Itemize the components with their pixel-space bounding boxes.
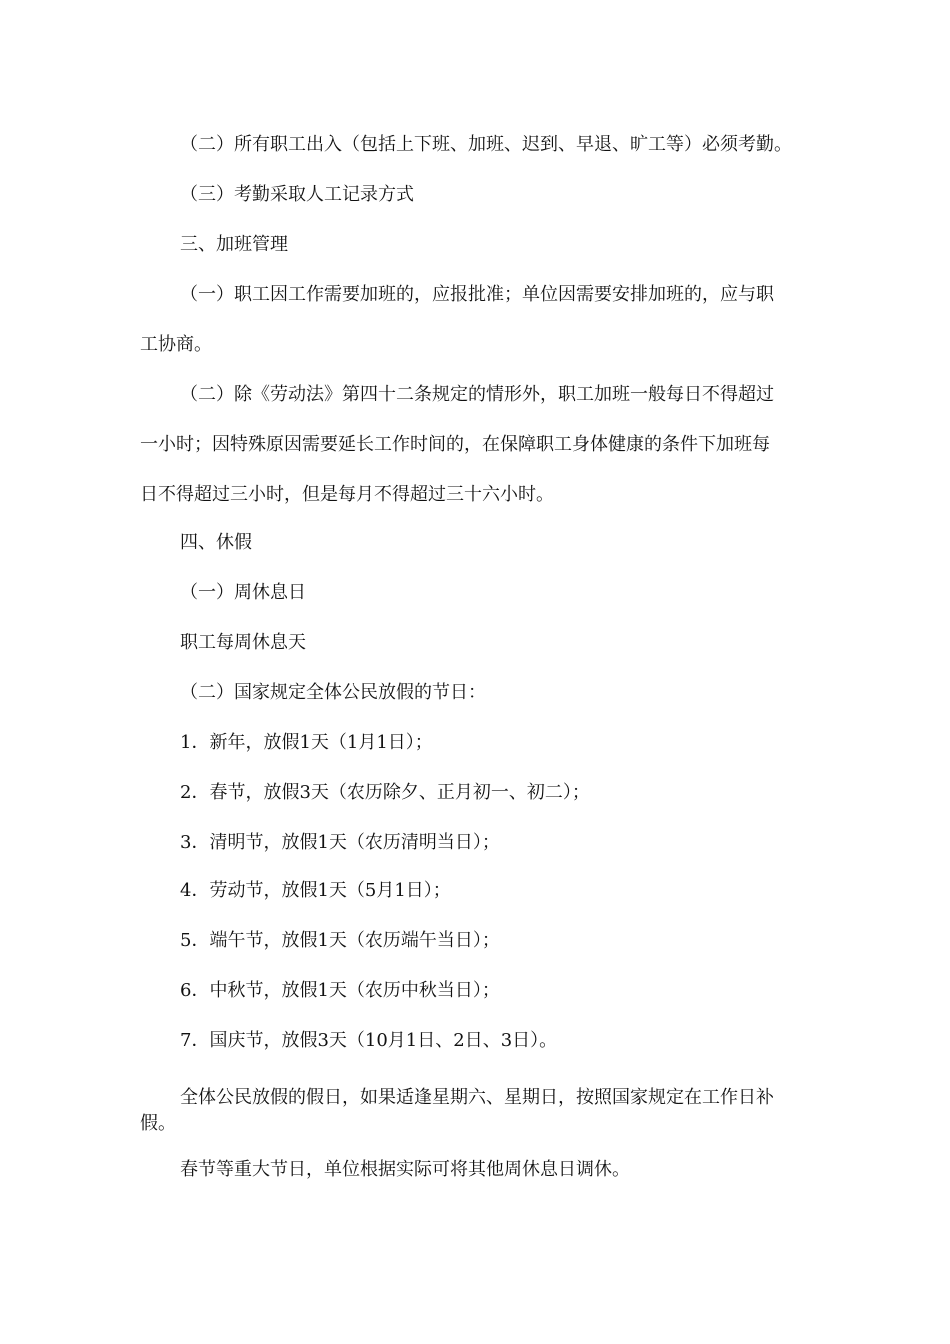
paragraph-overtime-approval [140, 270, 820, 370]
paragraph-attendance-method [140, 170, 820, 220]
text-line: 日不得超过三小时，但是每月不得超过三十六小时。 [140, 484, 554, 505]
paragraph-holiday-adjustment [140, 1145, 820, 1195]
paragraph-weekly-rest-days [140, 618, 820, 668]
paragraph-public-holidays [140, 668, 820, 718]
list-item-spring-festival [140, 768, 820, 818]
paragraph-weekly-rest [140, 568, 820, 618]
section-heading-overtime [140, 220, 820, 270]
text-line: 3．清明节，放假1天（农历清明当日）； [180, 832, 500, 853]
text-line: 5．端午节，放假1天（农历端午当日）； [180, 930, 500, 951]
text-line: 工协商。 [140, 334, 212, 355]
text-line: 1．新年，放假1天（1月1日）； [180, 732, 433, 753]
list-item-new-year [140, 718, 820, 768]
text-line: 6．中秋节，放假1天（农历中秋当日）； [180, 980, 500, 1001]
text-line: 7．国庆节，放假3天（10月1日、2日、3日）。 [180, 1030, 558, 1051]
paragraph-attendance-scope [140, 120, 820, 170]
list-item-national-day [140, 1016, 820, 1066]
text-line: 春节等重大节日，单位根据实际可将其他周休息日调休。 [180, 1159, 630, 1180]
list-item-qingming [140, 818, 820, 868]
text-line: （二）国家规定全体公民放假的节日： [180, 682, 486, 703]
text-line: （三）考勤采取人工记录方式 [180, 184, 414, 205]
text-line: 2．春节，放假3天（农历除夕、正月初一、初二）； [180, 782, 590, 803]
paragraph-overtime-limits [140, 370, 820, 520]
text-line: （二）所有职工出入（包括上下班、加班、迟到、早退、旷工等）必须考勤。 [180, 134, 792, 155]
text-line: 假。 [140, 1113, 176, 1134]
text-line: 全体公民放假的假日，如果适逢星期六、星期日，按照国家规定在工作日补 [180, 1087, 774, 1108]
list-item-labor-day [140, 866, 820, 916]
text-line: 职工每周休息天 [180, 632, 306, 653]
text-line: 4．劳动节，放假1天（5月1日）； [180, 880, 451, 901]
list-item-mid-autumn [140, 966, 820, 1016]
paragraph-holiday-compensation [140, 1085, 820, 1137]
section-heading-leave [140, 518, 820, 568]
text-line: （二）除《劳动法》第四十二条规定的情形外，职工加班一般每日不得超过 [180, 384, 774, 405]
text-line: （一）周休息日 [180, 582, 306, 603]
text-line: （一）职工因工作需要加班的，应报批准；单位因需要安排加班的，应与职 [180, 284, 774, 305]
list-item-dragon-boat [140, 916, 820, 966]
text-line: 一小时；因特殊原因需要延长工作时间的，在保障职工身体健康的条件下加班每 [140, 434, 770, 455]
text-line: 三、加班管理 [180, 234, 288, 255]
text-line: 四、休假 [180, 532, 252, 553]
